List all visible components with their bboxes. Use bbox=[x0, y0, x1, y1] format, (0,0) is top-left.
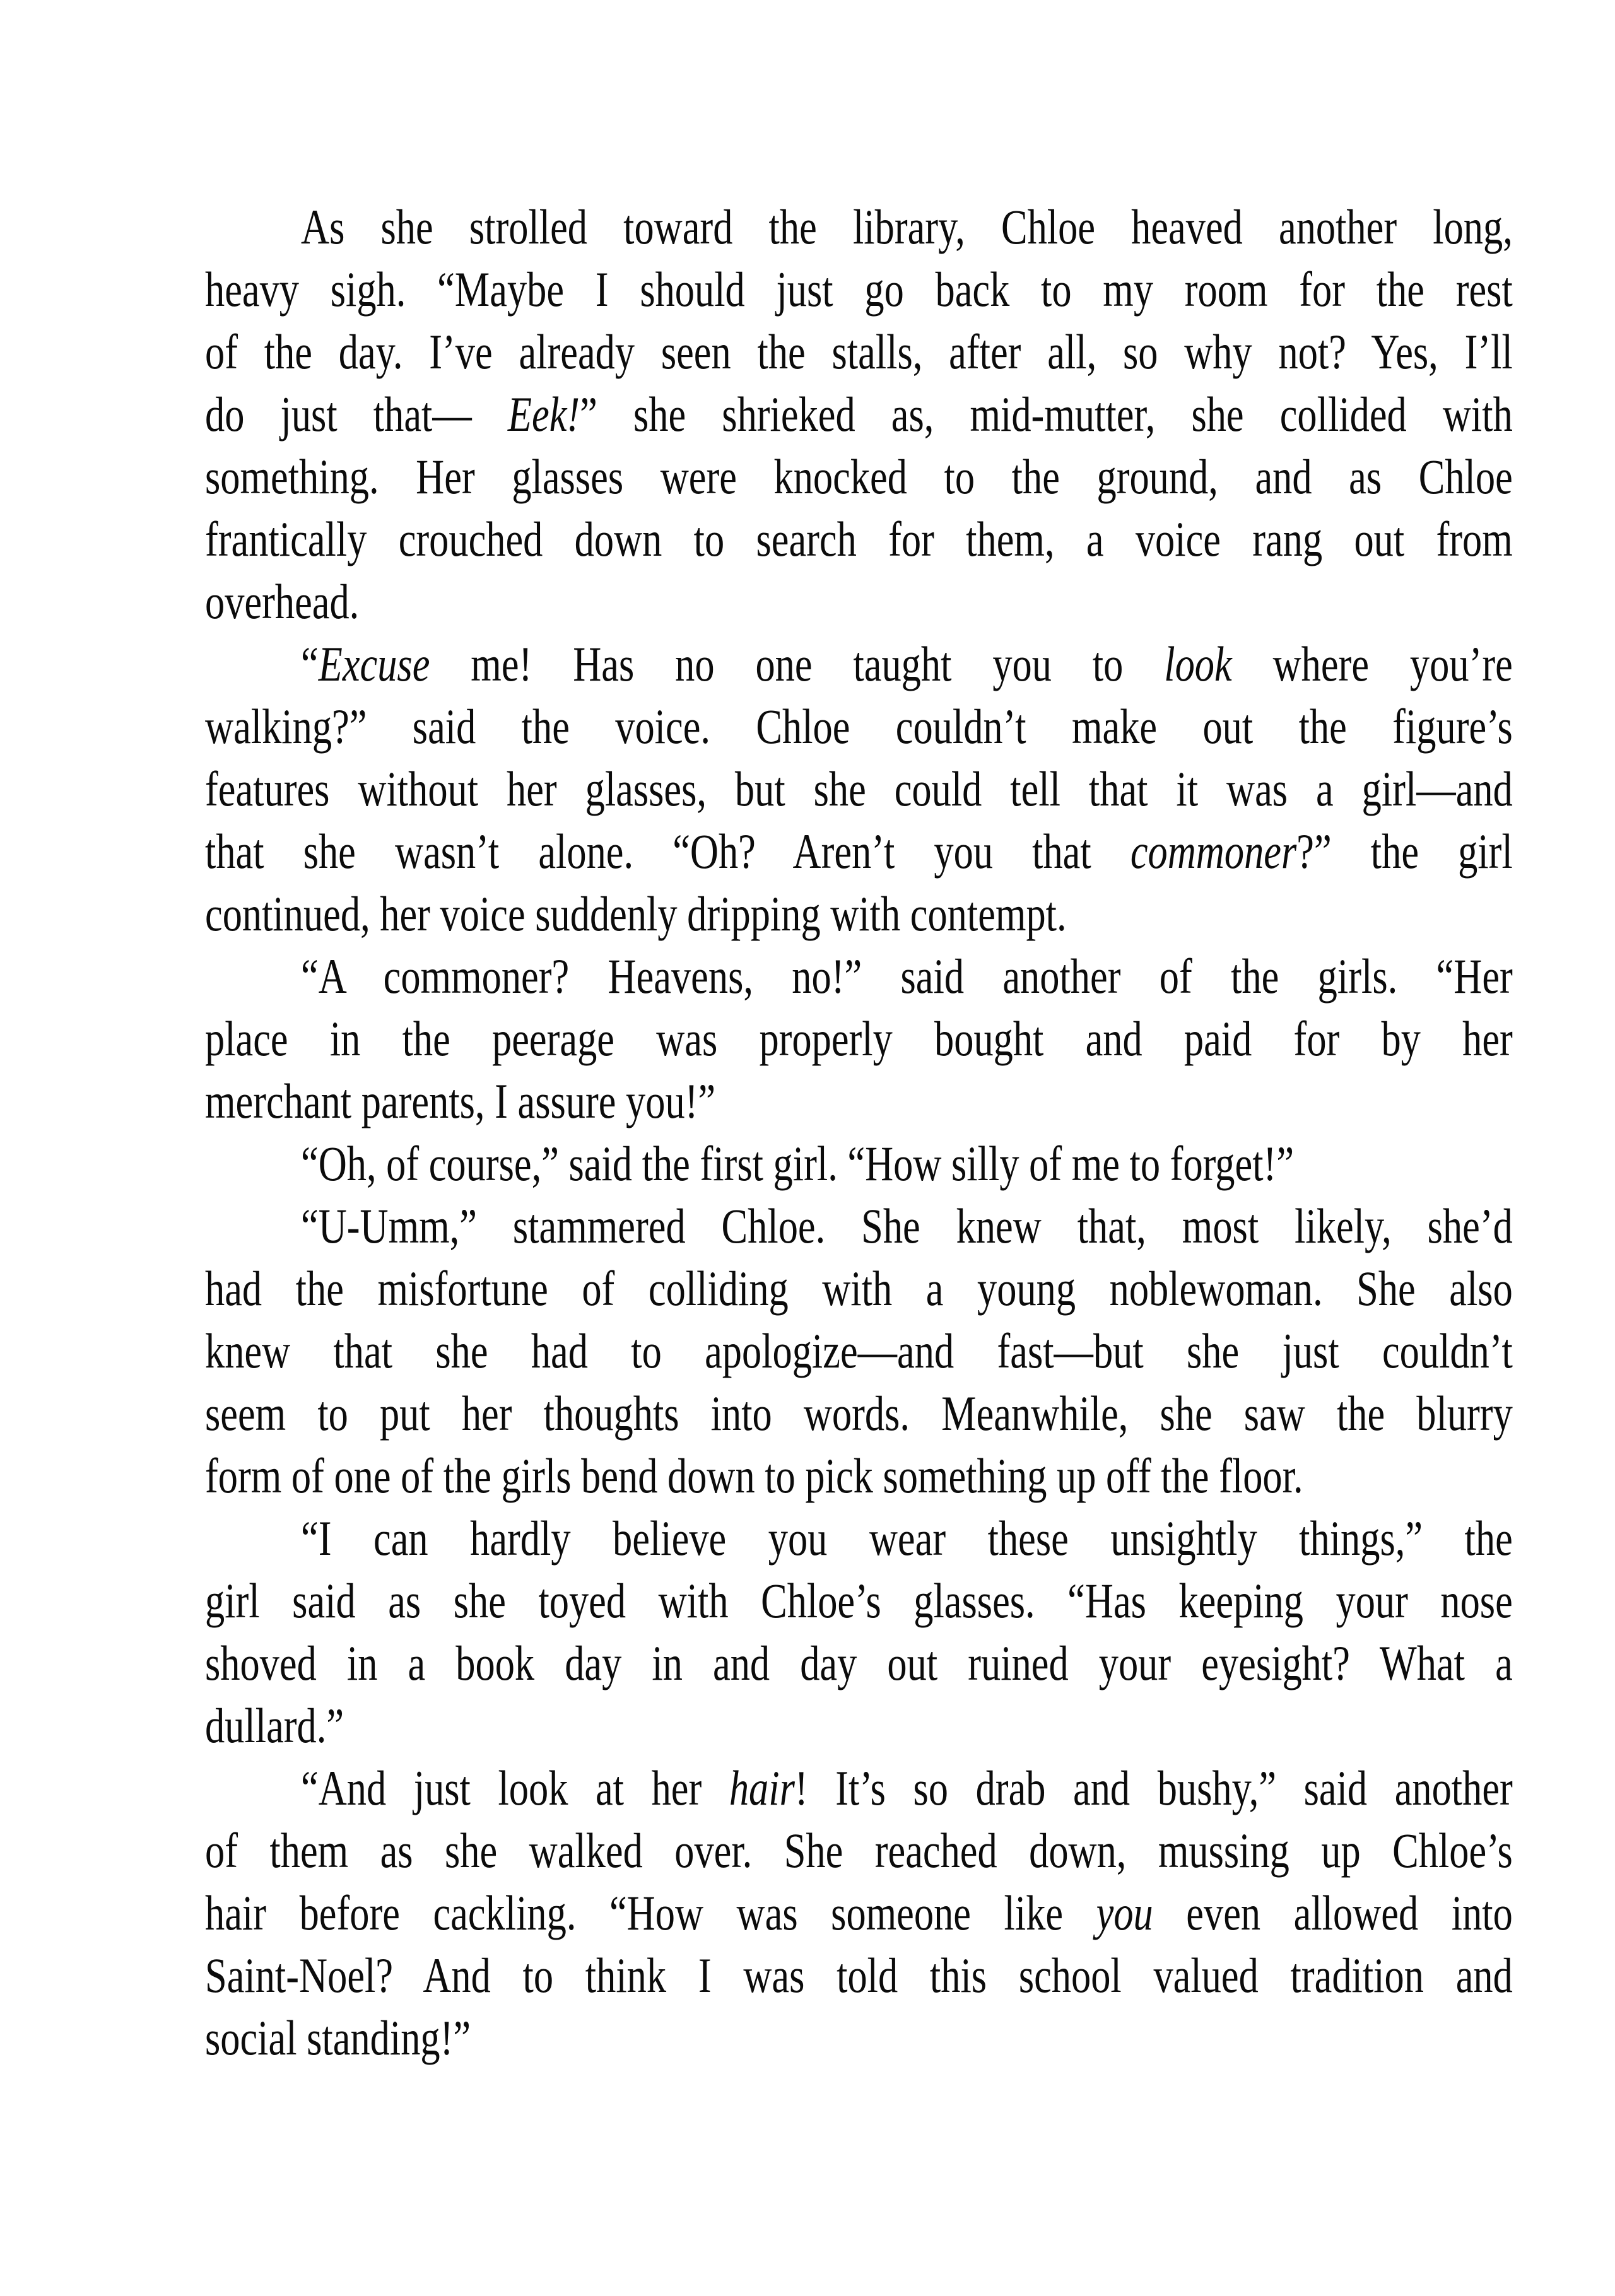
text-line: shoved in a book day in and day out ruined your eyesight? What a bbox=[205, 1636, 1513, 1690]
text-line: As she strolled toward the library, Chloe heaved another long, bbox=[301, 199, 1513, 254]
text-line: frantically crouched down to search for them, a voice rang out from bbox=[205, 512, 1513, 566]
text-line: form of one of the girls bend down to pick something up off the floor. bbox=[205, 1448, 1303, 1503]
text-line: had the misfortune of colliding with a young noblewoman. She also bbox=[205, 1261, 1513, 1316]
paragraph bbox=[205, 1507, 1513, 1757]
paragraph bbox=[205, 1757, 1513, 2069]
text-line: girl said as she toyed with Chloe’s glasses. “Has keeping your nose bbox=[205, 1573, 1513, 1628]
text-line: do just that— Eek!” she shrieked as, mid-mutter, she collided with bbox=[205, 387, 1513, 442]
text-line: dullard.” bbox=[205, 1698, 344, 1753]
text-line: heavy sigh. “Maybe I should just go back to my room for the rest bbox=[205, 262, 1513, 317]
paragraph bbox=[205, 196, 1513, 633]
text-line: social standing!” bbox=[205, 2010, 471, 2065]
italic-run: commoner bbox=[1130, 824, 1297, 879]
italic-run: Excuse bbox=[318, 636, 430, 691]
paragraph bbox=[205, 633, 1513, 945]
text-line: walking?” said the voice. Chloe couldn’t make out the figure’s bbox=[205, 699, 1513, 754]
paragraph bbox=[205, 1195, 1513, 1507]
text-line: “And just look at her hair! It’s so drab and bushy,” said another bbox=[301, 1760, 1513, 1815]
text-line: knew that she had to apologize—and fast—but she just couldn’t bbox=[205, 1323, 1513, 1378]
text-line: of them as she walked over. She reached down, mussing up Chloe’s bbox=[205, 1823, 1513, 1878]
text-line: features without her glasses, but she could tell that it was a girl—and bbox=[205, 761, 1513, 816]
paragraph bbox=[205, 945, 1513, 1132]
text-column bbox=[205, 196, 1513, 2069]
text-line: “Excuse me! Has no one taught you to look where you’re bbox=[301, 636, 1513, 691]
italic-run: hair bbox=[729, 1760, 795, 1815]
text-line: of the day. I’ve already seen the stalls, after all, so why not? Yes, I’ll bbox=[205, 324, 1513, 379]
paragraph bbox=[205, 1132, 1513, 1195]
italic-run: you bbox=[1096, 1885, 1153, 1940]
italic-run: Eek! bbox=[507, 387, 580, 442]
text-line: Saint-Noel? And to think I was told this school valued tradition and bbox=[205, 1948, 1513, 2003]
text-line: merchant parents, I assure you!” bbox=[205, 1074, 716, 1128]
text-line: “I can hardly believe you wear these unsightly things,” the bbox=[301, 1511, 1513, 1566]
text-line: “Oh, of course,” said the first girl. “How silly of me to forget!” bbox=[301, 1136, 1295, 1191]
italic-run: look bbox=[1164, 636, 1232, 691]
text-line: that she wasn’t alone. “Oh? Aren’t you that commoner?” the girl bbox=[205, 824, 1513, 879]
text-line: “A commoner? Heavens, no!” said another of the girls. “Her bbox=[301, 949, 1513, 1004]
text-line: hair before cackling. “How was someone like you even allowed into bbox=[205, 1885, 1513, 1940]
text-line: seem to put her thoughts into words. Meanwhile, she saw the blurry bbox=[205, 1386, 1513, 1441]
text-line: “U-Umm,” stammered Chloe. She knew that, most likely, she’d bbox=[301, 1198, 1513, 1253]
text-line: overhead. bbox=[205, 574, 360, 629]
text-line: place in the peerage was properly bought and paid for by her bbox=[205, 1011, 1513, 1066]
text-line: continued, her voice suddenly dripping with contempt. bbox=[205, 886, 1067, 941]
text-line: something. Her glasses were knocked to the ground, and as Chloe bbox=[205, 449, 1513, 504]
